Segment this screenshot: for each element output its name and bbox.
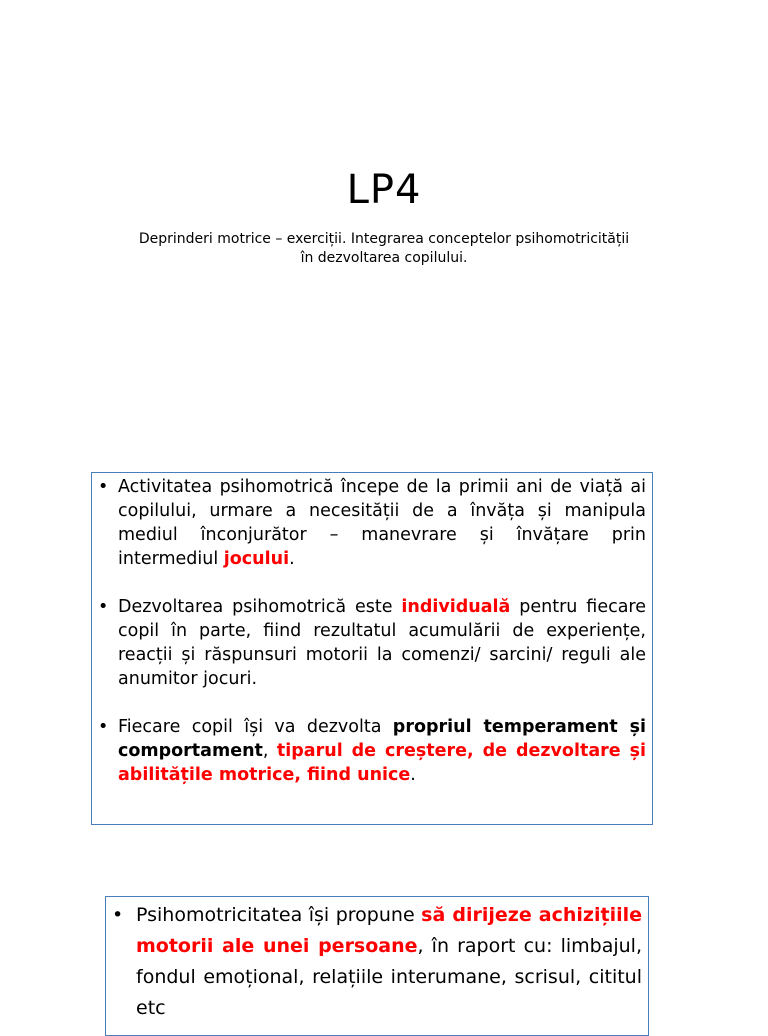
bullet-list: [110, 900, 642, 1024]
slide-title: LP4: [346, 167, 422, 213]
bullet-icon: •: [112, 904, 124, 926]
item-text: .: [410, 765, 416, 785]
bold-text: propriul temperament și comportament: [118, 717, 647, 761]
subtitle-line-2: în dezvoltarea copilului.: [300, 250, 468, 266]
bullet-list: [96, 475, 646, 787]
list-item: [96, 595, 646, 691]
item-text: , în raport cu: limbajul, fondul emoțional, relațiile interumane, scrisul, cititul etc: [136, 935, 643, 1019]
bullet-icon: •: [98, 717, 109, 737]
subtitle-line-1: Deprinderi motrice – exerciții. Integrarea conceptelor psihomotricității: [138, 231, 630, 247]
text-box-development: [91, 472, 653, 825]
highlight-text: individuală: [401, 597, 511, 617]
item-text: pentru fiecare copil în parte, fiind rezultatul acumulării de experiențe, reacții și răspunsuri motorii la comenzi/ sarcini/ reguli ale anumitor jocuri.: [118, 597, 647, 689]
highlight-text: tiparul de creștere, de dezvoltare și abilitățile motrice, fiind unice: [118, 741, 646, 785]
item-text: Fiecare copil își va dezvolta: [118, 717, 393, 737]
item-text: Psihomotricitatea își propune: [136, 904, 422, 926]
item-text: Activitatea psihomotrică începe de la primii ani de viață ai copilului, urmare a necesității de a învăța și manipula mediul înconjurător – manevrare și învățare prin intermediul: [118, 477, 646, 569]
list-item: [96, 715, 646, 787]
text-box-psychomotricity: [105, 896, 649, 1036]
bullet-icon: •: [98, 597, 109, 617]
bullet-icon: •: [98, 477, 109, 497]
highlight-text: jocului: [223, 549, 290, 569]
highlight-text: să dirijeze achizițiile motorii ale unei persoane: [136, 904, 643, 957]
slide-subtitle: [100, 230, 668, 268]
list-item: [110, 900, 642, 1024]
list-item: [96, 475, 646, 571]
item-text: .: [289, 549, 295, 569]
item-text: ,: [262, 741, 277, 761]
item-text: Dezvoltarea psihomotrică este: [118, 597, 402, 617]
